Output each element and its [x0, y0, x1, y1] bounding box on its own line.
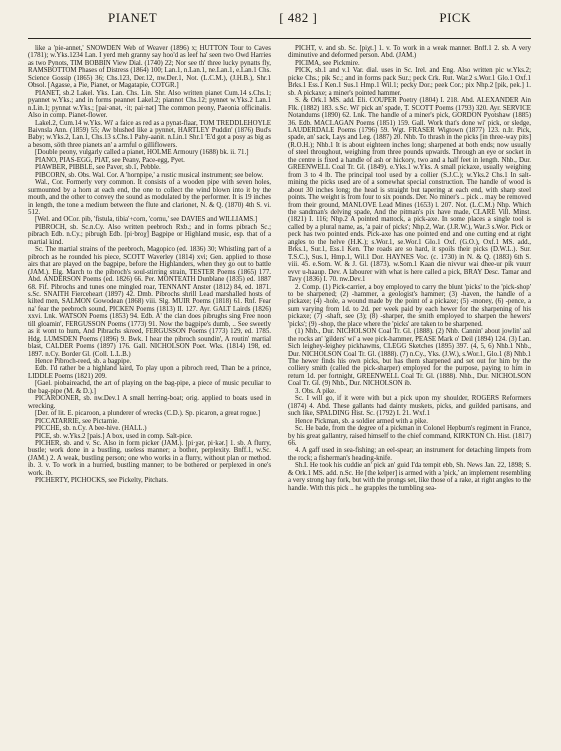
entry-paragraph: PIAWBER, PIBBLE, see Paver, sb.1, Pebble.: [35, 164, 161, 172]
entry-paragraph: Sc. I will go, if it were with but a pick upon my shoulder, ROGERS Reformers (1874) 4. Abd. These gallants had dainty muskets, picks, and guilded partisans, and such like, SPALDING Hist. Sc. (1792) I. 21. Wxf.1: [288, 395, 531, 418]
entry-paragraph: PIBROCH, sb. Sc.n.Cy. Also written peebroch Rxb.; and in forms pibrach Sc.; pibrach Edb. n.Cy.; pibrugh Edb. [pi·broχ] Bagpipe or Highland music, esp. that of a martial kind.: [28, 223, 271, 246]
entry-paragraph: Hence Pickman, sb. a soldier armed with a pike.: [295, 417, 428, 425]
entry-paragraph: PICAROONER, sb. nw.Dev.1 A small herring-boat; orig. applied to boats used in wrecking.: [28, 395, 271, 410]
page-header: [28, 10, 531, 39]
entry-paragraph: S. & Ork.1 MS. add. Eli. COUPER Poetry (1804) I. 218. Abd. ALEXANDER Ain Flk. (1882) 183. s.Sc. Wi' pick an' spade, T. SCOTT Poems (1793) 320. Ayr. SERVICE Notandums (1890) 62. Lnk. The handle of a miner's pick, GORDON Pyotshaw (1885) 36. Edb. MACLAGAN Poems (1851) 159. Gall. Work that's done wi' pick, or sledge, LAUDERDALE Poems (1796) 59. Wgt. FRASER Wigtown (1877) 123. n.Ir. Pick, spade, an' sack, Lays and Leg. (1887) 20. Nhb. To thrash in the picks [in three-way pits] (R.O.H.); Nhb.1 It is about eighteen inches long; sharpened at both ends; now usually of steel throughout, weighing from three pounds upwards. Through an eye or socket in the centre is fixed a handle of ash or hickory, two and a half feet in length. Nhb., Dur. GREENWELL Coal Tr. Gl. (1849). e.Yks.1 w.Yks. A small pickaxe, usually weighing from 3 to 4 lb. The principal tool used by a collier (S.J.C.); w.Yks.2 Chs.1 In salt-mining the picks used are of a somewhat special construction. The handle of wood is about 30 inches long; the head is straight but tapering at each end, with sharp steel points. The weight is from four to six pounds. Der. No miner's .. pick .. may be removed from their ground, MANLOVE Lead Mines (1653) l. 207. Not. (L.C.M.) Nhp. Which the sandman's delving spade, And the pitman's pix have made, CLARE Vill. Minst. (1821) I. 116; Nhp.2 A pointed mattock, a pick-axe. In some places a single tool is called by a plural name, as, 'a pair of picks'; Nhp.2, War. (J.R.W.), War.3 s.Wor. Pick or peck has two pointed ends. Pick-axe has one pointed end and one cutting end at right angles to the helve (H.K.); s.Wor.1, se.Wor.1 Glo.1 Oxf. (G.O.), Oxf.1 MS. add., Brks.1, Sur.1, Ess.1 Ken. The roads are so hard, it spoils their picks (D.W.L.). Sur. T.S.C.), Sus.1, Hmp.1, Wil.1 Dor. HAYNES Voc. (c. 1730) in N. & Q. (1883) 6th S. viii. 45. e.Som. W. & J. Gl. (1873). w.Som.1 Kaan die nivvur wai dhee-ur pik vuurr evvr u-haaup. Dev. A labourer with what is here called a pick, BRAY Desc. Tamar and Tavy (1836) I. 70. nw.Dev.1: [288, 97, 531, 284]
entry-paragraph: Sc. He bade, from the degree of a pickman in Colonel Hepburn's regiment in France, by his great gallantry, raised himself to the chief command, KIRKTON Ch. Hist. (1817) 66.: [288, 425, 531, 448]
right-column: [288, 45, 531, 745]
entry-paragraph: Hence Pibroch-reed, sb. a bagpipe.: [35, 358, 132, 366]
entry-paragraph: Sh.I. He took his cuddie an' pick an' guid I'da tempit ebb, Sh. News Jan. 22, 1898; S. & Ork.1 MS. add. n.Sc. He [the kelper] is armed with a 'pick,' an implement resembling a very strong hay fork, but with the prongs set, like those of a rake, at right angles to the handle. With this pick .. he grapples the tumbling sea-: [288, 462, 531, 492]
header-left-headword: PIANET: [108, 10, 158, 25]
entry-paragraph: PICCATARRIE, see Pictarnie.: [35, 417, 120, 425]
entry-paragraph: PICK, sb.1 and v.1 Var. dial. uses in Sc. Irel. and Eng. Also written pic w.Yks.2; picke Chs.; pik Sc.; and in forms pack Sur.; peck Crk. Rut. War.2 s.Wor.1 Glo.1 Oxf.1 Brks.1 Ess.1 Ken.1 Sus.1 Hmp.1 Wil.1; pecky Dor.; peek Cor.; pix Nhp.2 [pik, pek.] 1. sb. A pickaxe; a miner's pointed hammer.: [288, 67, 531, 97]
entry-paragraph: 4. A gaff used in sea-fishing; an eel-spear; an instrument for detaching limpets from the rock; a fisherman's heading-knife.: [288, 447, 531, 462]
entry-paragraph: PICHERTY, PICHOCKS, see Pickelty, Pitchats.: [35, 477, 168, 485]
entry-paragraph: Lakel.2, Cum.14 w.Yks. Wi' a faice as red as a pynat-flaar, TOM TREDDLEHOYLE Baivnsla Ann. (1859) 55; Aw blushed like a pynnet, HARTLEY Puddin' (1876) Bud's Baby; w.Yks.2, Lan.1, Chs.13 s.Chs.1 Pahy-aanit. n.Lin.1 Shr.1 'E'd got a posy as big as a besom, söth three pianets an' a armful o gilliflowers.: [28, 119, 271, 149]
page-number: [ 482 ]: [279, 10, 318, 25]
entry-paragraph: [Wel. and OCor. pib, 'fistula, tibia'+corn, 'cornu,' see DAVIES and WILLIAMS.]: [35, 216, 258, 224]
entry-paragraph: [Der. of lit. E. picaroon, a plunderer of wrecks (C.D.). Sp. picaron, a great rogue.]: [35, 410, 261, 418]
entry-paragraph: PICCHE, sb. n.Cy. A bee-hive. (HALL.): [35, 425, 147, 433]
entry-paragraph: PIBCORN, sb. Obs. Wal. Cor. A 'hornpipe,' a rustic musical instrument; see below.: [35, 171, 264, 179]
entry-paragraph: 2. Comp. (1) Pick-carrier, a boy employed to carry the blunt 'picks' to the 'pick-shop' to be sharpened; (2) -hammer, a geologist's hammer; (3) -haven, the handle of a pickaxe; (4) -hole, a wound made by the point of a pickaxe; (5) -money, (6) -pence, a sum varying from 1d. to 2d. per week paid by each hewer for the sharpening of his pickaxe; (7) -shaft, see (3); (8) -sharper, the smith employed to sharpen the hewers' 'picks'; (9) -shop, the place where the 'picks' are taken to be sharpened.: [288, 283, 531, 328]
entry-paragraph: Edb. I'd rather be a highland laird, To play upon a pibroch reed, Than be a prince, LIDDLE Poems (1821) 209.: [28, 365, 271, 380]
entry-paragraph: Sc. The martial strains of the peebroch, Magopico (ed. 1836) 30; Whistling part of a pibroch as he rounded his piece, SCOTT Waverley (1814) xvi; Gen. applied to those airs that are played on the bagpipe, before the Highlanders, when they go out to battle (JAM.). Elg. March to the pibroch's soul-stirring strain, TESTER Poems (1865) 177. Abd. ANDERSON Poems (ed. 1826) 66. Per. MONTEATH Dunblane (1835) ed. 1887 68. Fif. Pibrochs and tunes one mingled roar, TENNANT Anster (1812) 84, ed. 1871. s.Sc. SNAITH Fierceheart (1897) 42. Dmb. Pibrochs shrill Lead marshalled hosts of kilted men, SALMON Gowodean (1868) viii. Slg. MUIR Poems (1818) 61. Rnf. Fear na' fear the peebroch sound, PICKEN Poems (1813) II. 127. Ayr. GALT Lairds (1826) xxvi. Lnk. WATSON Poems (1853) 94. Edb. A' the clan does pibrughs sing Free noon till gloamin', FERGUSSON Poems (1773) 91. Now the bagpipe's dumb, .. See sweetly as it wont to hum, And Pibrachs skreed, FERGUSSON Poems (1773) 129, ed. 1785. Hdg. LUMSDEN Poems (1896) 9. Bwk. I hear the pibroch soundin', A routin' martial blast, CALDER Poems (1897) 176. Gall. NICHOLSON Poet. Wks. (1814) 198, ed. 1897. n.Cy. Border Gl. (Coll. L.L.B.): [28, 246, 271, 358]
entry-paragraph: PICHT, v. and sb. Sc. [piχt.] 1. v. To work in a weak manner. Bnff.1 2. sb. A very diminutive and deformed person. Abd. (JAM.): [288, 45, 531, 60]
page-columns: [28, 45, 531, 745]
entry-paragraph: [Gael. piobaireachd, the art of playing on the bag-pipe, a piece of music peculiar to the bag-pipe (M. & D.).]: [28, 380, 271, 395]
entry-paragraph: PICHER, sb. and v. Sc. Also in form picker (JAM.). [pi·χər, pi·kər.] 1. sb. A flurry, bustle; work done in a bustling, useless manner; a bother, perplexity. Bnff.1, w.Sc. (JAM.) 2. A weak, bustling person; one who works in a flurry, without plan or method. ib. 3. v. To work in a hurried, bustling manner; to be bothered or perplexed in one's work. ib.: [28, 440, 271, 477]
entry-paragraph: PICIMA, see Pickmire.: [295, 59, 360, 67]
left-column: [28, 45, 271, 745]
entry-paragraph: PIANO, PIAS-EGG, PIAT, see Peany, Pace-egg, Pyet.: [35, 156, 185, 164]
entry-paragraph: [Double peony, vulgarly called a pianet, HOLME Armoury (1688) bk. ii. 71.]: [35, 149, 249, 157]
entry-paragraph: PIANET, sb.2 Lakel. Yks. Lan. Chs. Lin. Shr. Also written pianet Cum.14 s.Chs.1; pyannet w.Yks.; and in forms peannet Lakel.2; piannot Chs.12; pynnet w.Yks.2 Lan.1 n.Lin.1; pynnat w.Yks.; [pai·ənət, ·it; pai·nət] The common peony, Paeonia officinalis. Also in comp. Pianet-flower.: [28, 89, 271, 120]
entry-paragraph: 3. Obs. A pike.: [295, 387, 336, 395]
entry-paragraph: like a 'pie-annet,' SNOWDEN Web of Weaver (1896) x; HUTTON Tour to Caves (1781); w.Yks.1234 Lan. I yerd meh granny say hoo'd as leef ha' seen two Owd Harries as two Pynots, TIM BOBBIN View Dial. (1740) 22; Nor see th' three lucky pynatts fly, RAMSBOTTOM Phases of Distress (1864) 100; Lan.1, n.Lan.1, ne.Lan.1, e.Lan.1 Chs. Science Gossip (1865) 36; Chs.123, Der.12, nw.Der.1, Not. (L.C.M.), (J.H.B.), Shr.1 Obsol. [Agasse, a Pie, Pianet, or Magatapie, COTGR.]: [28, 45, 271, 90]
entry-paragraph: (1) Nhb., Dur. NICHOLSON Coal Tr. Gl. (1888). (2) Nhb. Cannin' about jowlin' aal the rocks an' 'gilders' wi' a wee pick-hammer, PEASE Mark o' Deil (1894) 124. (3) Lan. Sich leighey-leighey pickhawms, CLEGG Sketches (1895) 397. (4, 5, 6) Nhb.1 Nhb., Dur. NICHOLSON Coal Tr. Gl. (1888). (7) n.Cy., Yks. (J.W.), s.Wor.1, Glo.1 (8) Nhb.1 The hewer finds his own picks, but has them sharpened and set out for him by the colliery smith (called the pick-sharper) employed for the purpose, paying to him in return 1d. per fortnight, GREENWELL Coal Tr. Gl. (1888). Nhb., Dur. NICHOLSON Coal Tr. Gl. (9) Nhb., Dur. NICHOLSON ib.: [288, 328, 531, 388]
entry-paragraph: Wal., Cor. Formerly very common. It consists of a wooden pipe with seven holes, surmounted by a horn at each end, the one to collect the wind blown into it by the mouth, and the other to convey the sound as modulated by the performer. It is 19 inches in length, the tone a medium between the flute and clarionet, N. & Q. (1870) 4th S. vi. 512.: [28, 179, 271, 216]
entry-paragraph: PICE, sb. w.Yks.2 [pais.] A box, used in comp. Salt-pice.: [35, 432, 193, 440]
header-right-headword: PICK: [439, 10, 471, 25]
